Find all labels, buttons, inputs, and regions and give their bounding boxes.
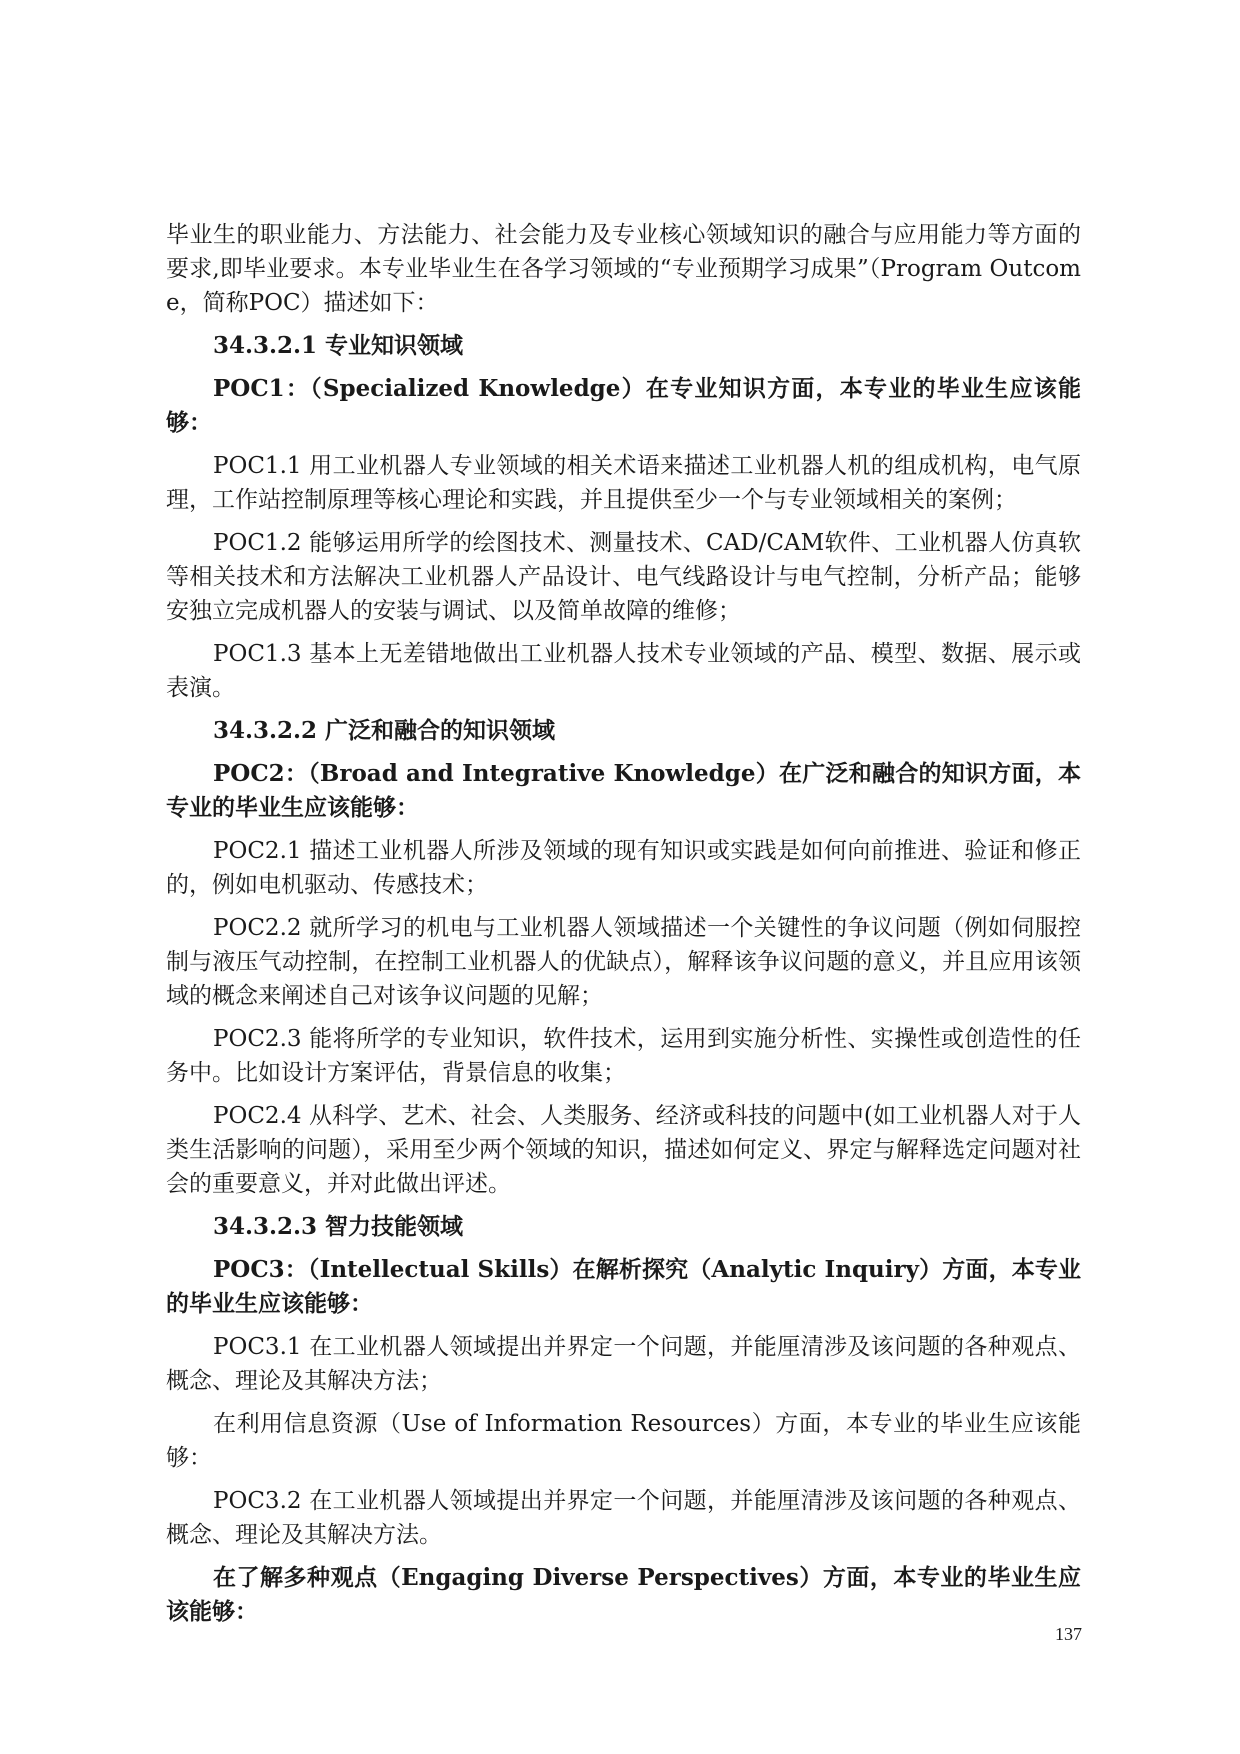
resources-intro-paragraph: 在利用信息资源（Use of Information Resources）方面，本专业的毕业生应该能够：	[166, 1411, 1081, 1471]
poc1-3-paragraph: POC1.3 基本上无差错地做出工业机器人技术专业领域的产品、模型、数据、展示或表演。	[166, 641, 1081, 701]
poc3-2-paragraph: POC3.2 在工业机器人领域提出并界定一个问题，并能厘清涉及该问题的各种观点、概念、理论及其解决方法。	[166, 1488, 1081, 1548]
page-body	[166, 218, 1081, 1638]
poc2-title: POC2：（Broad and Integrative Knowledge）在广泛和融合的知识方面，本专业的毕业生应该能够：	[166, 760, 1081, 821]
section-heading-1: 34.3.2.1 专业知识领域	[213, 332, 464, 359]
intro-paragraph: 毕业生的职业能力、方法能力、社会能力及专业核心领域知识的融合与应用能力等方面的要求,即毕业要求。本专业毕业生在各学习领域的“专业预期学习成果”（Program Outcome，简称POC）描述如下：	[166, 222, 1081, 316]
poc3-title: POC3：（Intellectual Skills）在解析探究（Analytic Inquiry）方面，本专业的毕业生应该能够：	[166, 1256, 1081, 1317]
poc2-2-paragraph: POC2.2 就所学习的机电与工业机器人领域描述一个关键性的争议问题（例如伺服控制与液压气动控制，在控制工业机器人的优缺点），解释该争议问题的意义，并且应用该领域的概念来阐述自己对该争议问题的见解；	[166, 915, 1081, 1009]
section-heading-2: 34.3.2.2 广泛和融合的知识领域	[213, 717, 556, 744]
perspectives-title: 在了解多种观点（Engaging Diverse Perspectives）方面，本专业的毕业生应该能够：	[166, 1564, 1081, 1625]
poc2-3-paragraph: POC2.3 能将所学的专业知识，软件技术，运用到实施分析性、实操性或创造性的任务中。比如设计方案评估，背景信息的收集；	[166, 1026, 1081, 1086]
poc2-1-paragraph: POC2.1 描述工业机器人所涉及领域的现有知识或实践是如何向前推进、验证和修正的，例如电机驱动、传感技术；	[166, 838, 1081, 898]
section-heading-3: 34.3.2.3 智力技能领域	[213, 1213, 464, 1240]
page-number: 137	[1055, 1624, 1082, 1644]
poc1-1-paragraph: POC1.1 用工业机器人专业领域的相关术语来描述工业机器人机的组成机构，电气原理，工作站控制原理等核心理论和实践，并且提供至少一个与专业领域相关的案例；	[166, 453, 1081, 513]
poc1-title: POC1：（Specialized Knowledge）在专业知识方面，本专业的毕业生应该能够：	[166, 375, 1081, 436]
poc1-2-paragraph: POC1.2 能够运用所学的绘图技术、测量技术、CAD/CAM软件、工业机器人仿真软等相关技术和方法解决工业机器人产品设计、电气线路设计与电气控制，分析产品；能够安独立完成机器人的安装与调试、以及简单故障的维修；	[166, 530, 1081, 624]
poc2-4-paragraph: POC2.4 从科学、艺术、社会、人类服务、经济或科技的问题中(如工业机器人对于人类生活影响的问题），采用至少两个领域的知识，描述如何定义、界定与解释选定问题对社会的重要意义，并对此做出评述。	[166, 1103, 1081, 1197]
poc3-1-paragraph: POC3.1 在工业机器人领域提出并界定一个问题，并能厘清涉及该问题的各种观点、概念、理论及其解决方法；	[166, 1334, 1081, 1394]
